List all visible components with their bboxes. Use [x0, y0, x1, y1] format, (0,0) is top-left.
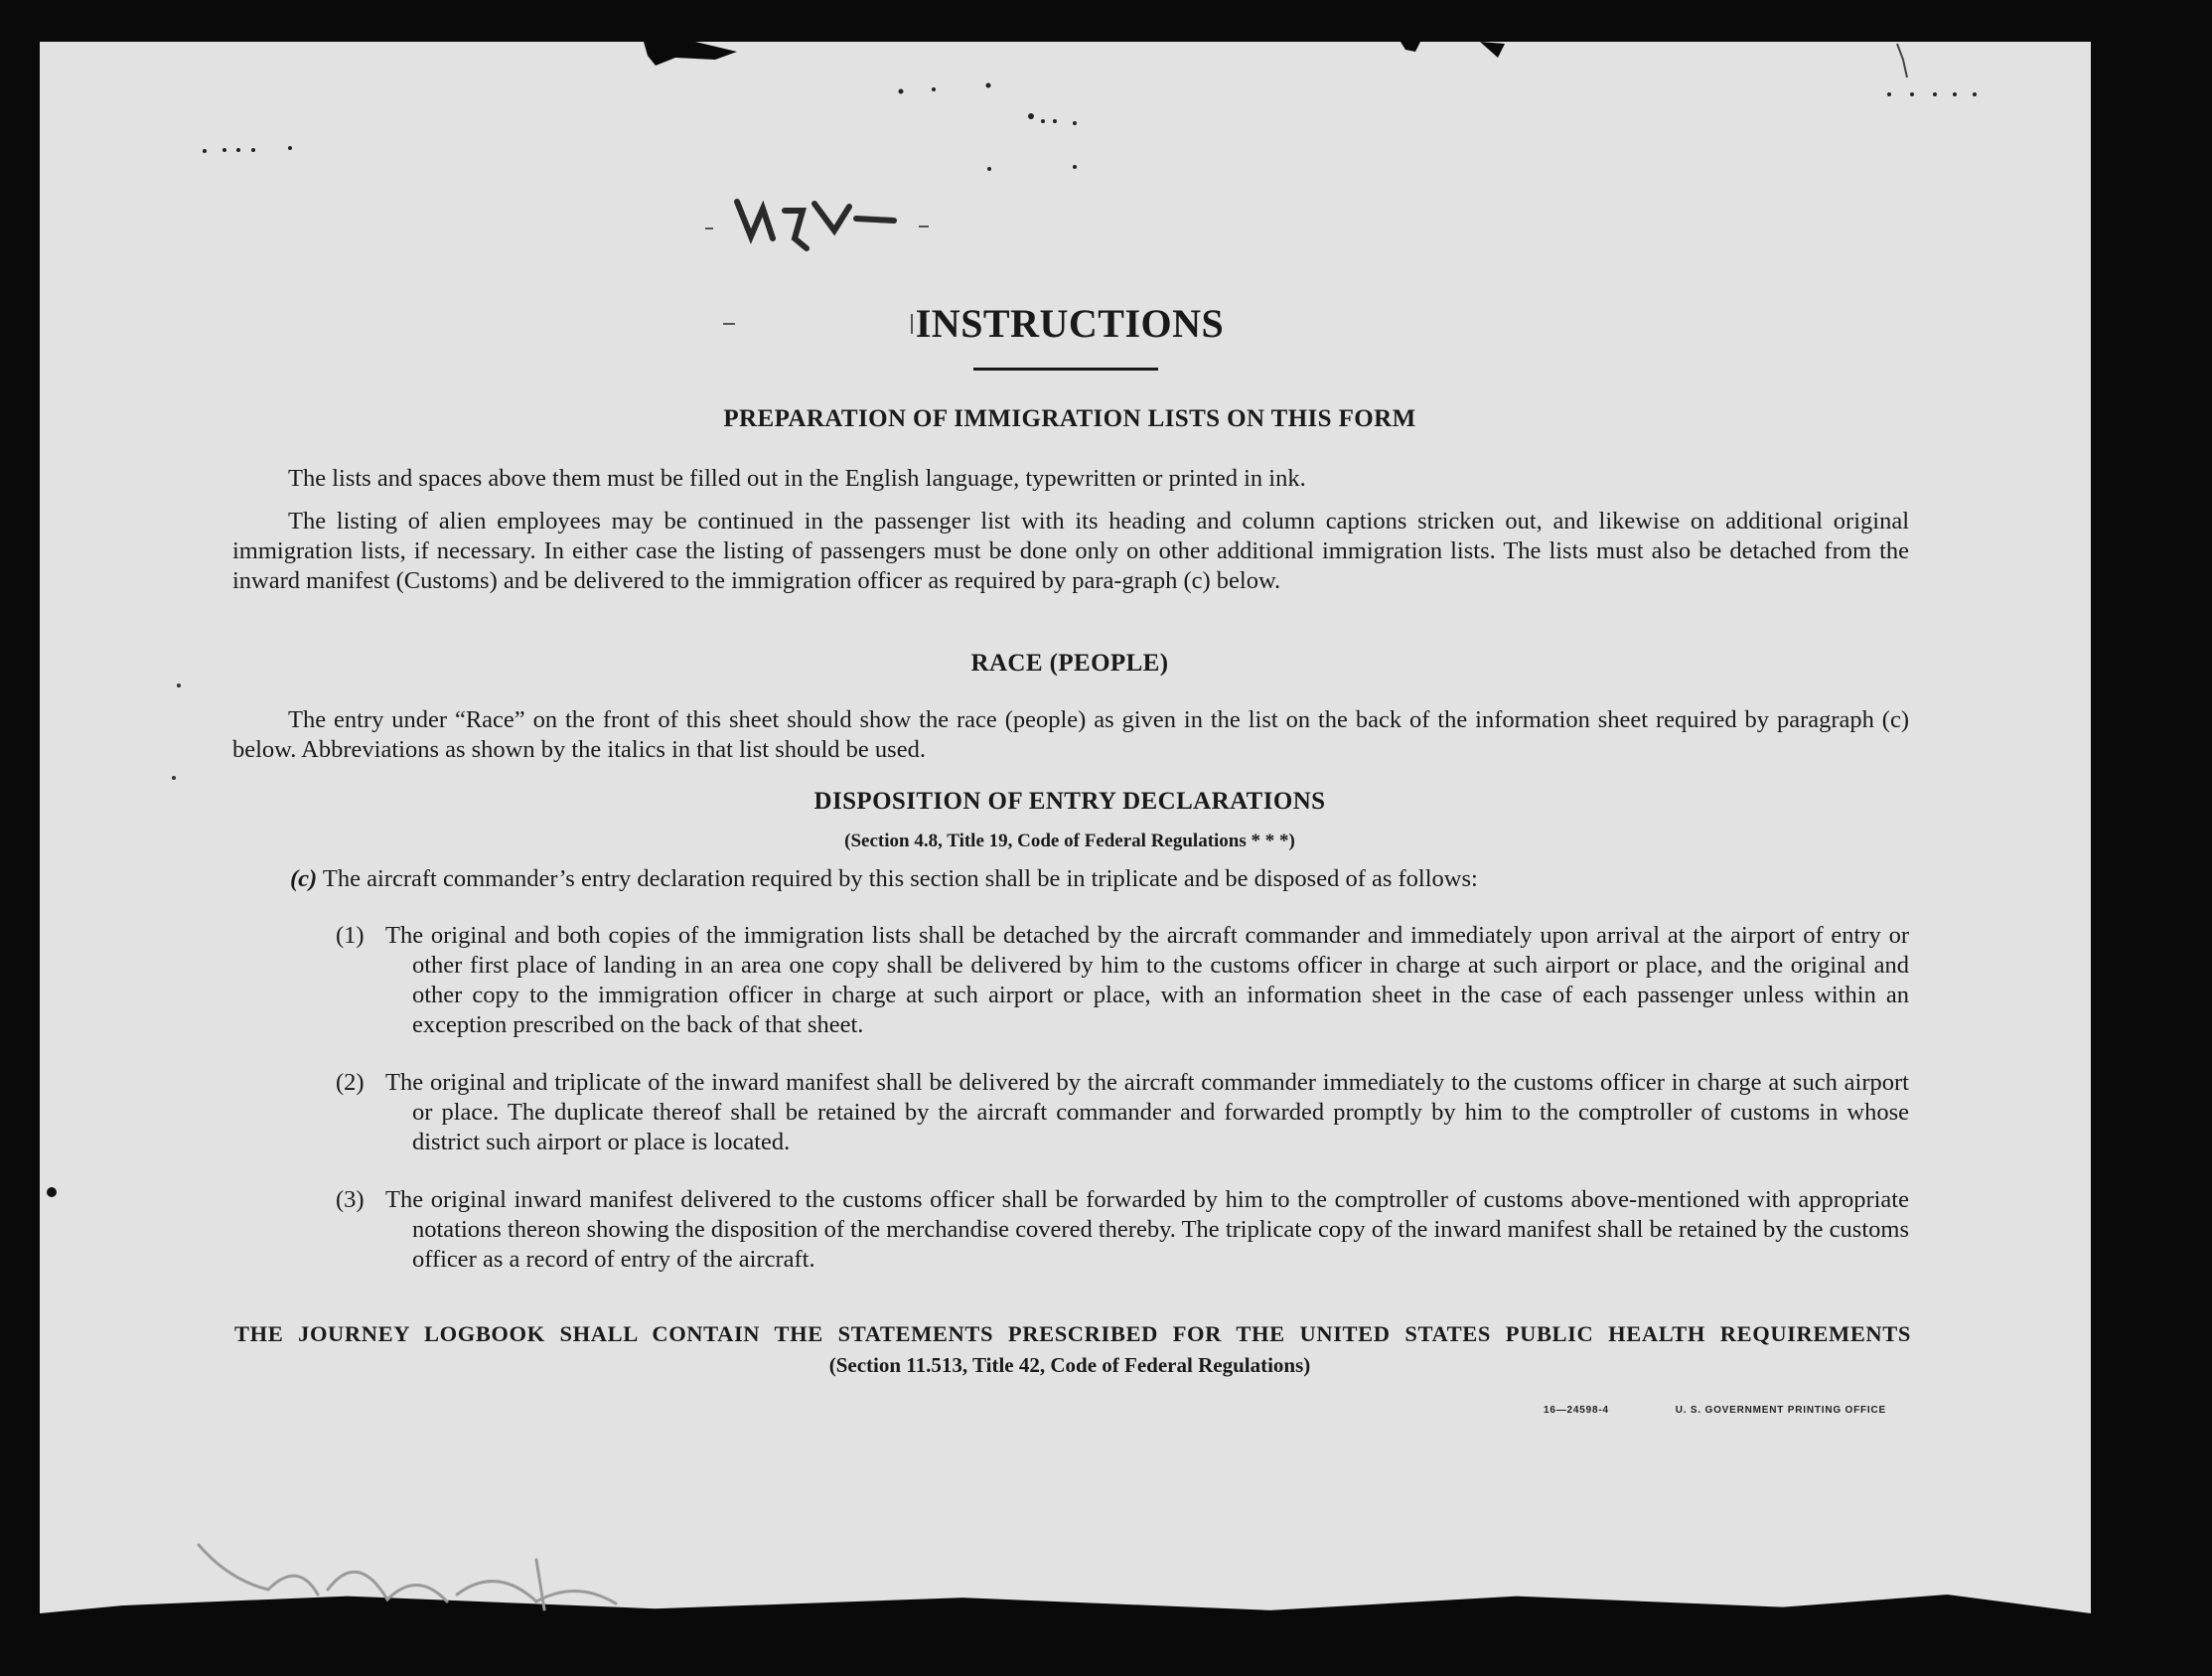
form-number: 16—24598-4	[1544, 1405, 1609, 1416]
page-title: INSTRUCTIONS	[915, 301, 1225, 346]
footer-statement: THE JOURNEY LOGBOOK SHALL CONTAIN THE STATEMENTS PRESCRIBED FOR THE UNITED STATES PUBLIC HEALTH REQUIREMENTS	[234, 1321, 1911, 1346]
item-text: The original and both copies of the immigration lists shall be detached by the aircraft commander and immediately upon arrival at the airport of entry or other first place of landing in an area one copy shall be delivered by him to the customs officer in charge at such airport or place, and the original and other copy to the immigration officer in charge at such airport or place, with an information sheet in the case of each passenger unless within an exception prescribed on the back of that sheet.	[385, 922, 1909, 1038]
section-heading-race: RACE (PEOPLE)	[970, 650, 1169, 677]
printing-office: U. S. GOVERNMENT PRINTING OFFICE	[1675, 1405, 1886, 1416]
disposition-item-2	[336, 1068, 1909, 1157]
section-heading-preparation: PREPARATION OF IMMIGRATION LISTS ON THIS FORM	[723, 405, 1416, 432]
item-text: The original and triplicate of the inward manifest shall be delivered by the aircraft commander immediately to the customs officer in charge at such airport or place. The duplicate thereof shall be retained by the aircraft commander and forwarded promptly by him to the comptroller of customs in whose district such airport or place is located.	[385, 1069, 1909, 1155]
item-label: (3)	[336, 1186, 365, 1213]
title-divider	[973, 368, 1158, 371]
disposition-intro-text: The aircraft commander’s entry declaration required by this section shall be in triplicate and be disposed of as follows:	[322, 865, 1478, 892]
footer-citation: (Section 11.513, Title 42, Code of Federal Regulations)	[828, 1353, 1311, 1377]
item-label: (2)	[336, 1069, 365, 1096]
preparation-paragraph-2: The listing of alien employees may be continued in the passenger list with its heading and column captions stricken out, and likewise on additional original immigration lists, if necessary. In either case the listing of passengers must be done only on other additional immigration lists. The lists must also be detached from the inward manifest (Customs) and be delivered to the immigration officer as required by para-graph (c) below.	[232, 508, 1909, 594]
item-label: (1)	[336, 922, 365, 949]
disposition-item-3	[336, 1185, 1909, 1275]
disposition-intro-label: (c)	[290, 865, 318, 892]
race-paragraph: The entry under “Race” on the front of this sheet should show the race (people) as given in the list on the back of the information sheet required by paragraph (c) below. Abbreviations as shown by the italics in that list should be used.	[232, 706, 1909, 763]
preparation-paragraph-1: The lists and spaces above them must be filled out in the English language, typewritten or printed in ink.	[288, 465, 1306, 492]
item-text: The original inward manifest delivered to the customs officer shall be forwarded by him to the comptroller of customs above-mentioned with appropriate notations thereon showing the disposition of the merchandise covered thereby. The triplicate copy of the inward manifest shall be retained by the customs officer as a record of entry of the aircraft.	[385, 1186, 1909, 1273]
section-heading-disposition: DISPOSITION OF ENTRY DECLARATIONS	[813, 788, 1326, 815]
disposition-item-1	[336, 921, 1909, 1040]
disposition-intro	[290, 864, 1909, 894]
disposition-citation: (Section 4.8, Title 19, Code of Federal Regulations * * *)	[844, 831, 1295, 851]
printer-imprint	[1544, 1405, 1886, 1416]
